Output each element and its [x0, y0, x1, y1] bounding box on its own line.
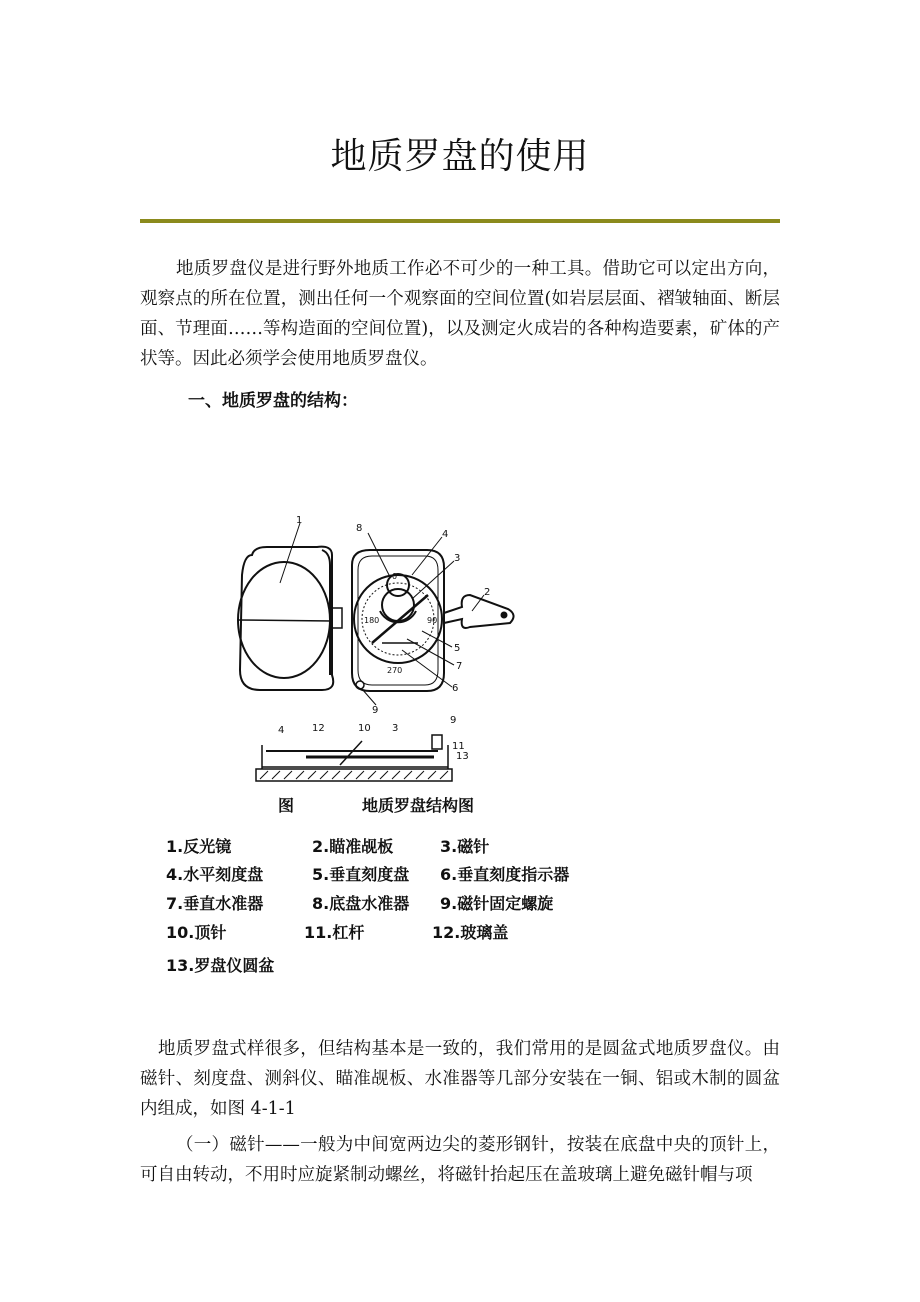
dial-number-180: 180: [364, 616, 380, 625]
section-base: [256, 769, 452, 781]
figure-caption-title: 地质罗盘结构图: [362, 796, 475, 815]
legend-item: 10.顶针: [166, 923, 227, 942]
legend-item: 8.底盘水准器: [312, 894, 410, 913]
section-hatch: [260, 771, 448, 779]
callout-10: 10: [358, 723, 371, 734]
legend-item: 3.磁针: [440, 837, 490, 856]
intro-paragraph: 地质罗盘仪是进行野外地质工作必不可少的一种工具。借助它可以定出方向，观察点的所在位置，测出任何一个观察面的空间位置(如岩层层面、褶皱轴面、断层面、节理面……等构造面的空间位置)，以及测定火成岩的各种构造要素，矿体的产状等。因此必须学会使用地质罗盘仪。: [140, 259, 780, 369]
callout-3-side: 3: [392, 723, 399, 734]
callout-1: 1: [296, 515, 303, 526]
callout-9: 9: [372, 705, 379, 716]
callout-9-side: 9: [450, 715, 457, 726]
legend-item: 4.水平刻度盘: [166, 865, 264, 884]
legend-item: 13.罗盘仪圆盆: [166, 956, 275, 975]
callout-6: 6: [452, 683, 459, 694]
page-title: 地质罗盘的使用: [330, 136, 590, 177]
legend-item: 9.磁针固定螺旋: [440, 894, 554, 913]
section-screw: [432, 735, 442, 749]
magnetic-needle: [372, 595, 428, 643]
mirror-line: [238, 620, 332, 621]
callout-7: 7: [456, 661, 463, 672]
figure-caption-label: 图: [278, 796, 295, 815]
lid-outline: [240, 547, 333, 690]
legend-item: 5.垂直刻度盘: [312, 865, 410, 884]
legend-item: 11.杠杆: [304, 923, 365, 942]
callout-12: 12: [312, 723, 325, 734]
leader-1: [280, 523, 300, 583]
dial-number-90: 90: [427, 616, 438, 625]
legend-item: 6.垂直刻度指示器: [440, 865, 570, 884]
vane-hole: [502, 613, 507, 618]
screw-9: [356, 681, 364, 689]
callout-13: 13: [456, 751, 469, 762]
body-paragraph-types: 地质罗盘式样很多，但结构基本是一致的，我们常用的是圆盆式地质罗盘仪。由磁针、刻度盘、测斜仪、瞄准觇板、水准器等几部分安装在一铜、铝或木制的圆盆内组成，如图 4-1-1: [140, 1039, 780, 1119]
legend-item: 7.垂直水准器: [166, 894, 264, 913]
callout-8: 8: [356, 523, 363, 534]
legend-item: 1.反光镜: [166, 837, 232, 856]
callout-4: 4: [442, 529, 449, 540]
leader-7: [407, 639, 454, 665]
compass-structure-figure: [222, 515, 582, 805]
section-lever: [340, 741, 362, 765]
leader-5: [422, 631, 452, 647]
dial-number-270: 270: [387, 666, 403, 675]
dial-number-0: 0: [392, 572, 398, 581]
legend-item: 12.玻璃盖: [432, 923, 509, 942]
callout-2: 2: [484, 587, 491, 598]
level-bubble: [387, 574, 409, 596]
body-paragraph-needle: （一）磁针——一般为中间宽两边尖的菱形钢针，按装在底盘中央的顶针上，可自由转动，不用时应旋紧制动螺丝，将磁针抬起压在盖玻璃上避免磁针帽与项: [140, 1135, 780, 1185]
leader-8: [368, 533, 390, 577]
legend-item: 2.瞄准觇板: [312, 837, 394, 856]
pivot-cap: [382, 589, 414, 621]
title-divider: [140, 219, 780, 223]
section-heading-structure: 一、地质罗盘的结构：: [188, 391, 358, 411]
sighting-vane: [444, 595, 514, 628]
callout-11: 11: [452, 741, 465, 752]
callout-4-side: 4: [278, 725, 285, 736]
callout-5: 5: [454, 643, 461, 654]
callout-3: 3: [454, 553, 461, 564]
